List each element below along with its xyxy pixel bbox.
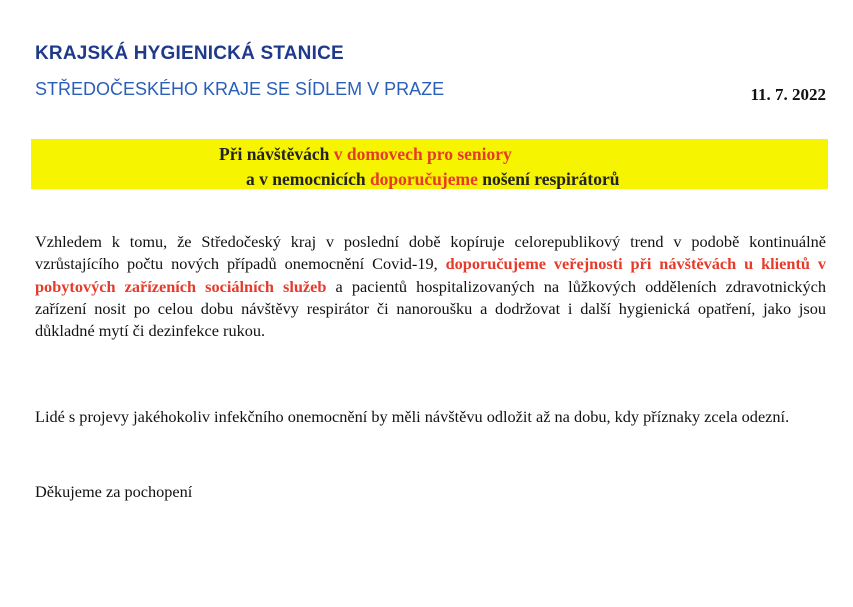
paragraph-1-highlight: doporučujeme veřejnosti při návštěvách u klientů v pobytových zařízeních sociálních služeb [35,254,826,296]
document-date: 11. 7. 2022 [750,85,826,104]
banner-line-2-highlight: doporučujeme [369,169,478,189]
paragraph-recommendation [35,231,826,342]
banner-line-1 [219,144,512,165]
banner-line-2-text-end: nošení respirátorů [477,169,620,189]
banner-line-1-highlight: v domovech pro seniory [333,144,512,164]
banner-line-2-text: a v nemocnicích [246,169,370,189]
organization-subtitle: STŘEDOČESKÉHO KRAJE SE SÍDLEM V PRAZE [35,79,445,99]
closing-thanks: Děkujeme za pochopení [35,482,193,501]
paragraph-1-rest: a pacientů hospitalizovaných na lůžkových odděleních zdravotnických zařízení nosit po celou dobu návštěvy respirátor či nanoroušku a dodržovat i další hygienická opatření, jako jsou důkladné mytí či dezinfekce rukou. [35,276,826,341]
organization-name: KRAJSKÁ HYGIENICKÁ STANICE [35,43,344,64]
banner-line-1-text: Při návštěvách [219,144,334,164]
banner-line-2 [246,169,619,190]
paragraph-1-intro: Vzhledem k tomu, že Středočeský kraj v poslední době kopíruje celorepublikový trend v podobě kontinuálně vzrůstajícího počtu nových případů onemocnění Covid-19, [35,232,826,274]
paragraph-symptoms: Lidé s projevy jakéhokoliv infekčního onemocnění by měli návštěvu odložit až na dobu, kdy příznaky zcela odezní. [35,407,790,426]
